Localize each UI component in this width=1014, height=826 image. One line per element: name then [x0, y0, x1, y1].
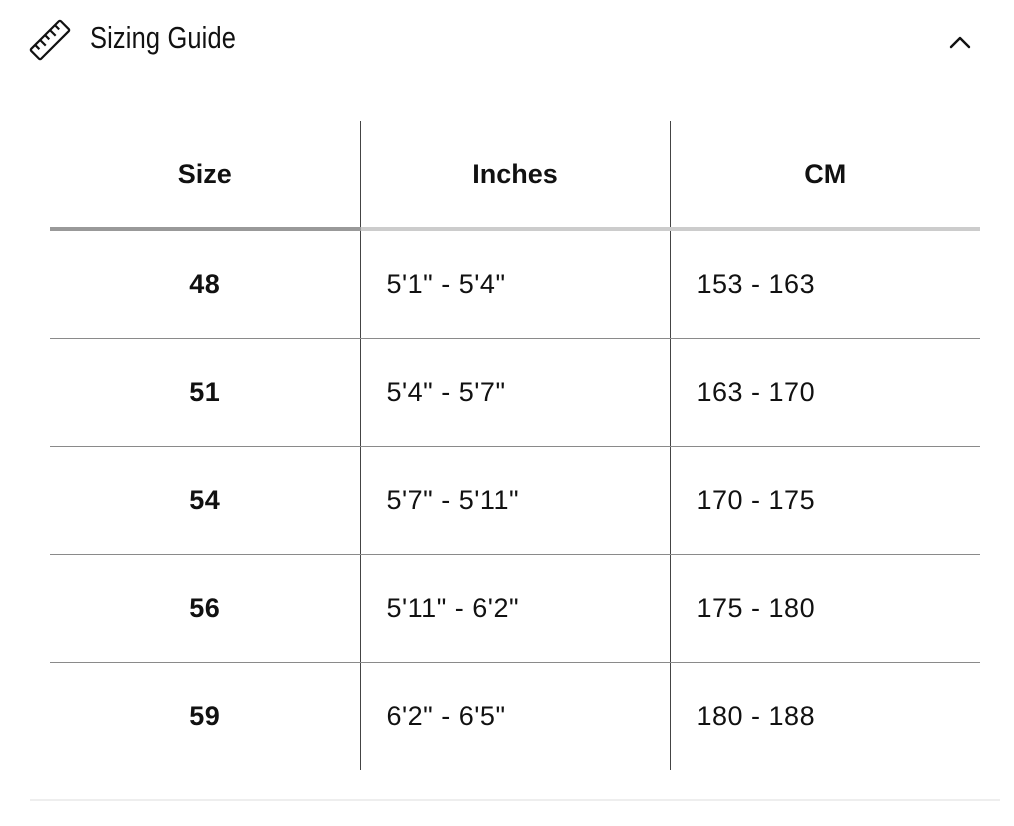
- table-row: [50, 555, 980, 663]
- inches-cell: 5'7" - 5'11": [360, 447, 670, 555]
- section-divider: [30, 799, 1000, 801]
- inches-cell: 5'1" - 5'4": [360, 229, 670, 339]
- ruler-icon: [28, 18, 72, 62]
- table-row: [50, 663, 980, 771]
- column-header-size: Size: [50, 121, 360, 229]
- table-row: [50, 339, 980, 447]
- size-cell: 51: [50, 339, 360, 447]
- sizing-table: [50, 121, 980, 770]
- inches-cell: 6'2" - 6'5": [360, 663, 670, 771]
- sizing-guide-accordion-header[interactable]: [0, 0, 1014, 80]
- table-row: [50, 447, 980, 555]
- cm-cell: 175 - 180: [670, 555, 980, 663]
- chevron-up-icon[interactable]: [946, 30, 974, 52]
- column-header-inches: Inches: [360, 121, 670, 229]
- size-cell: 48: [50, 229, 360, 339]
- cm-cell: 180 - 188: [670, 663, 980, 771]
- size-cell: 56: [50, 555, 360, 663]
- size-cell: 59: [189, 701, 221, 731]
- inches-cell: 5'11" - 6'2": [360, 555, 670, 663]
- sizing-guide-title: Sizing Guide: [90, 20, 237, 55]
- table-row: [50, 229, 980, 339]
- table-header-row: [50, 121, 980, 229]
- size-cell: 54: [50, 447, 360, 555]
- cm-cell: 153 - 163: [670, 229, 980, 339]
- column-header-cm: CM: [670, 121, 980, 229]
- inches-cell: 5'4" - 5'7": [360, 339, 670, 447]
- cm-cell: 163 - 170: [670, 339, 980, 447]
- cm-cell: 170 - 175: [670, 447, 980, 555]
- sizing-table-container: [50, 121, 980, 770]
